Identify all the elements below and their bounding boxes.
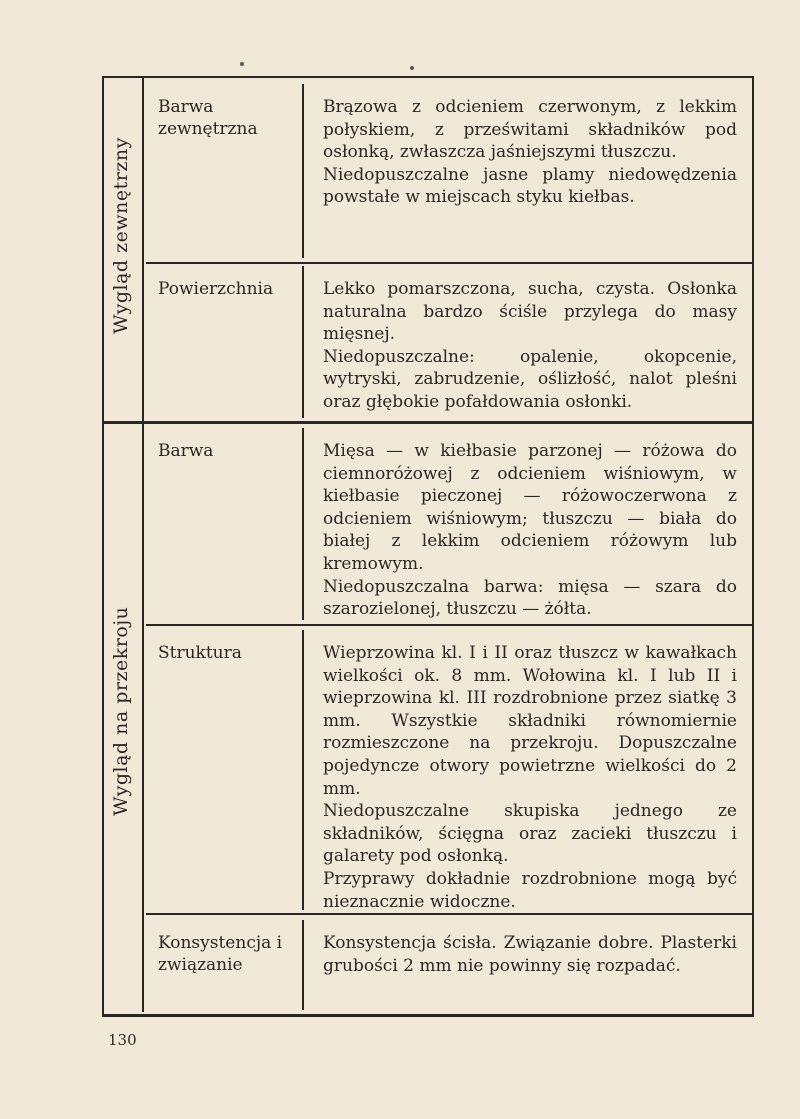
column-divider <box>302 428 304 620</box>
description-paragraph: Mięsa — w kiełbasie parzonej — różowa do ciemnoróżowej z odcieniem wiśniowym, w kiełbasie pieczonej — różowoczerwona z odcieniem wiśniowym; tłuszczu — biała do białej z lekkim odcieniem różowym lub kremowym. <box>323 441 737 574</box>
description-structure <box>323 642 737 913</box>
row-divider <box>146 262 752 264</box>
description-outer-color <box>323 96 737 209</box>
table-left-border <box>102 76 104 1014</box>
description-section-color <box>323 440 737 621</box>
print-speck <box>410 66 414 70</box>
description-paragraph: Niedopuszczalne: opalenie, okopcenie, wytryski, zabrudzenie, oślizłość, nalot pleśni oraz głębokie pofałdowania osłonki. <box>323 346 737 412</box>
property-structure: Struktura <box>158 643 242 663</box>
description-paragraph: Niedopuszczalne jasne plamy niedowędzenia powstałe w miejscach styku kiełbas. <box>323 164 737 208</box>
description-paragraph: Lekko pomarszczona, sucha, czysta. Osłonka naturalna bardzo ściśle przylega do masy mięsnej. <box>323 279 737 345</box>
print-speck <box>240 62 244 66</box>
column-divider <box>302 630 304 910</box>
property-surface: Powierzchnia <box>158 279 274 299</box>
group-label-external: Wygląd zewnętrzny <box>110 137 132 334</box>
description-paragraph: Brązowa z odcieniem czerwonym, z lekkim połyskiem, z prześwitami składników pod osłonką, zwłaszcza jaśniejszymi tłuszczu. <box>323 97 737 163</box>
group-column-divider <box>142 78 144 1012</box>
description-paragraph: Niedopuszczalna barwa: mięsa — szara do szarozielonej, tłuszczu — żółta. <box>323 576 737 620</box>
description-paragraph: Wieprzowina kl. I i II oraz tłuszcz w kawałkach wielkości ok. 8 mm. Wołowina kl. I lub II i wieprzowina kl. III rozdrobnione przez siatkę 3 mm. Wszystkie składniki równomiernie rozmieszczone na przekroju. Dopuszczalne pojedyncze otwory powietrzne wielkości do 2 mm. <box>323 643 737 799</box>
group-divider <box>102 421 752 424</box>
property-outer-color: Barwa zewnętrzna <box>158 97 258 139</box>
row-divider <box>146 913 752 915</box>
column-divider <box>302 266 304 418</box>
description-paragraph: Przyprawy dokładnie rozdrobnione mogą być nieznacznie widoczne. <box>323 868 737 912</box>
group-label-cross-section: Wygląd na przekroju <box>110 606 132 816</box>
description-paragraph: Niedopuszczalne skupiska jednego ze składników, ścięgna oraz zacieki tłuszczu i galarety pod osłonką. <box>323 801 737 867</box>
description-surface <box>323 278 737 414</box>
property-consistency: Konsystencja i związanie <box>158 933 283 975</box>
column-divider <box>302 84 304 258</box>
row-divider <box>146 624 752 626</box>
column-divider <box>302 920 304 1010</box>
property-section-color: Barwa <box>158 441 214 461</box>
description-consistency <box>323 932 737 977</box>
page-number: 130 <box>108 1031 137 1049</box>
description-paragraph: Konsystencja ścisła. Związanie dobre. Plasterki grubości 2 mm nie powinny się rozpadać. <box>323 933 737 976</box>
